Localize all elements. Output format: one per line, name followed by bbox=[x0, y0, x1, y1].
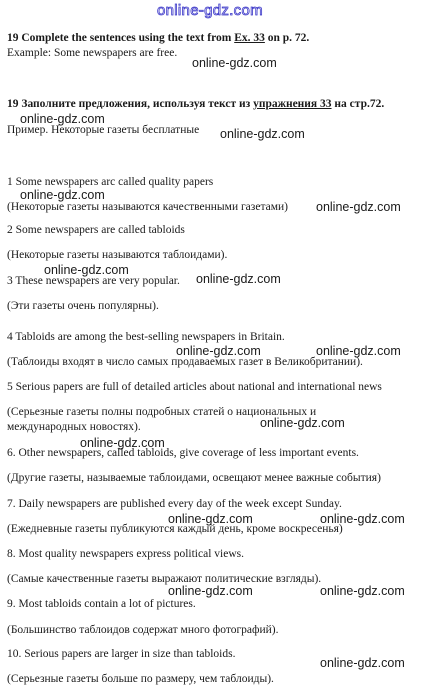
item-1-en: 1 Some newspapers arc called quality papers bbox=[7, 176, 214, 188]
heading-en-suffix: on p. 72. bbox=[264, 32, 310, 44]
watermark: online-gdz.com bbox=[220, 127, 305, 141]
watermark: online-gdz.com bbox=[320, 512, 405, 526]
watermark: online-gdz.com bbox=[196, 272, 281, 286]
task-heading-en bbox=[7, 32, 309, 45]
heading-en-prefix: 19 Complete the sentences using the text from bbox=[7, 32, 235, 44]
item-5-ru-cont: международных новостях). bbox=[7, 421, 141, 433]
watermark: online-gdz.com bbox=[44, 263, 129, 277]
watermark: online-gdz.com bbox=[20, 188, 105, 202]
watermark: online-gdz.com bbox=[168, 512, 253, 526]
item-5-ru: (Серьезные газеты полны подробных статей о национальных и bbox=[7, 406, 317, 418]
item-6-ru: (Другие газеты, называемые таблоидами, освещают менее важные события) bbox=[7, 472, 381, 484]
watermark: online-gdz.com bbox=[260, 416, 345, 430]
watermark-top: online-gdz.com bbox=[157, 2, 263, 19]
item-9-en: 9. Most tabloids contain a lot of pictures. bbox=[7, 598, 196, 610]
item-6-en: 6. Other newspapers, called tabloids, give coverage of less important events. bbox=[7, 447, 359, 459]
item-3-ru: (Эти газеты очень популярны). bbox=[7, 300, 159, 312]
item-1-ru: (Некоторые газеты называются качественными газетами) bbox=[7, 201, 288, 213]
item-4-en: 4 Tabloids are among the best-selling newspapers in Britain. bbox=[7, 331, 285, 343]
item-2-en: 2 Some newspapers are called tabloids bbox=[7, 224, 185, 236]
watermark: online-gdz.com bbox=[80, 436, 165, 450]
example-en: Example: Some newspapers are free. bbox=[7, 47, 178, 59]
item-3-en: 3 These newspapers are very popular. bbox=[7, 275, 180, 287]
item-7-ru: (Ежедневные газеты публикуются каждый день, кроме воскресенья) bbox=[7, 523, 343, 535]
exercise-link-ru: упражнения 33 bbox=[253, 98, 332, 110]
heading-ru-prefix: 19 Заполните предложения, используя текст из bbox=[7, 98, 254, 110]
example-ru: Пример. Некоторые газеты бесплатные bbox=[7, 124, 200, 136]
watermark: online-gdz.com bbox=[316, 200, 401, 214]
watermark: online-gdz.com bbox=[176, 344, 261, 358]
watermark: online-gdz.com bbox=[168, 584, 253, 598]
item-7-en: 7. Daily newspapers are published every day of the week except Sunday. bbox=[7, 498, 342, 510]
watermark: online-gdz.com bbox=[192, 56, 277, 70]
item-2-ru: (Некоторые газеты называются таблоидами). bbox=[7, 249, 228, 261]
item-4-ru: (Таблоиды входят в число самых продаваемых газет в Великобритании). bbox=[7, 356, 363, 368]
item-8-ru: (Самые качественные газеты выражают политические взгляды). bbox=[7, 573, 322, 585]
watermark: online-gdz.com bbox=[20, 112, 105, 126]
heading-ru-suffix: на стр.72. bbox=[331, 98, 385, 110]
task-heading-ru bbox=[7, 98, 384, 111]
item-8-en: 8. Most quality newspapers express political views. bbox=[7, 548, 244, 560]
watermark: online-gdz.com bbox=[320, 584, 405, 598]
item-10-en: 10. Serious papers are larger in size than tabloids. bbox=[7, 648, 236, 660]
item-10-ru: (Серьезные газеты больше по размеру, чем таблоиды). bbox=[7, 673, 274, 685]
watermark: online-gdz.com bbox=[320, 656, 405, 670]
item-5-en: 5 Serious papers are full of detailed articles about national and international news bbox=[7, 381, 382, 393]
watermark: online-gdz.com bbox=[316, 344, 401, 358]
exercise-link: Ex. 33 bbox=[234, 32, 265, 44]
item-9-ru: (Большинство таблоидов содержат много фотографий). bbox=[7, 624, 279, 636]
